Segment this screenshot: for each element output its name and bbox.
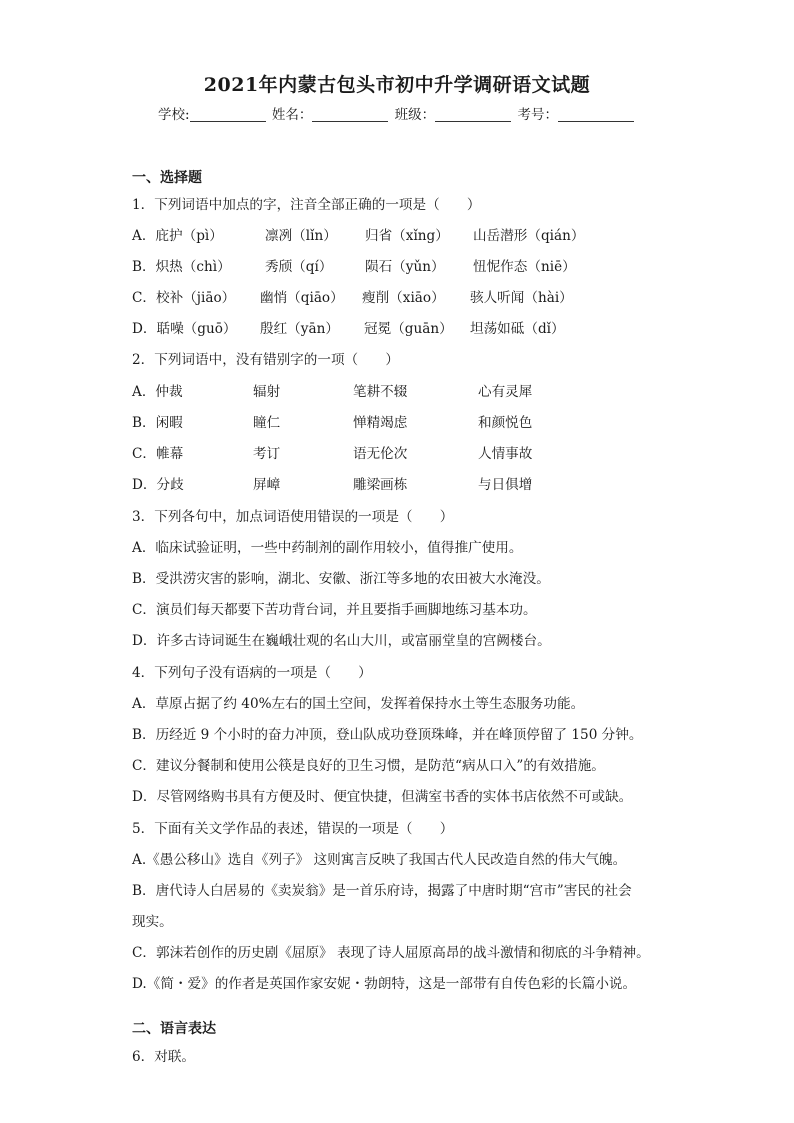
school-label: 学校: xyxy=(158,107,190,123)
option-cell: 坦荡如砥（dǐ） xyxy=(470,321,565,337)
question-4-option-d: D．尽管网络购书具有方便及时、便宜快捷，但满室书香的实体书店依然不可或缺。 xyxy=(132,789,633,805)
option-cell: 幽悄（qiāo） xyxy=(260,290,344,306)
option-cell: 山岳潜形（qián） xyxy=(473,228,585,244)
section-heading-choice: 一、选择题 xyxy=(132,170,202,186)
option-cell: 陨石（yǔn） xyxy=(365,259,445,275)
option-cell: 辐射 xyxy=(253,384,281,400)
class-label: 班级： xyxy=(394,107,436,123)
question-4-stem: 4．下列句子没有语病的一项是（ ） xyxy=(132,665,372,681)
option-cell: B．炽热（chì） xyxy=(132,259,231,275)
option-cell: 凛冽（lǐn） xyxy=(265,228,337,244)
school-blank[interactable] xyxy=(190,107,266,122)
section-heading-language: 二、语言表达 xyxy=(132,1021,216,1037)
option-cell: 人情事故 xyxy=(478,446,533,462)
question-6-stem: 6．对联。 xyxy=(132,1049,196,1065)
option-cell: 瞳仁 xyxy=(253,415,281,431)
question-3-option-a: A．临床试验证明，一些中药制剂的副作用较小，值得推广使用。 xyxy=(132,540,523,556)
question-3-option-b: B．受洪涝灾害的影响，湖北、安徽、浙江等多地的农田被大水淹没。 xyxy=(132,571,550,587)
option-cell: 殷红（yān） xyxy=(260,321,339,337)
question-3-option-d: D．许多古诗词诞生在巍峨壮观的名山大川，或富丽堂皇的宫阙楼台。 xyxy=(132,633,551,649)
option-cell: 雕梁画栋 xyxy=(353,477,408,493)
class-blank[interactable] xyxy=(435,107,511,122)
option-cell: 笔耕不辍 xyxy=(353,384,408,400)
option-cell: D．聒噪（guō） xyxy=(132,321,237,337)
student-info-row xyxy=(0,103,794,123)
option-cell: 忸怩作态（niē） xyxy=(473,259,576,275)
option-cell: A．仲裁 xyxy=(132,384,183,400)
question-4-option-c: C．建议分餐制和使用公筷是良好的卫生习惯，是防范“病从口入”的有效措施。 xyxy=(132,758,605,774)
option-cell: D．分歧 xyxy=(132,477,184,493)
option-cell: A．庇护（pì） xyxy=(132,228,223,244)
question-5-option-b-continued: 现实。 xyxy=(132,914,173,930)
option-cell: C．帷幕 xyxy=(132,446,184,462)
option-cell: 和颜悦色 xyxy=(478,415,533,431)
name-blank[interactable] xyxy=(312,107,388,122)
option-cell: C．校补（jiāo） xyxy=(132,290,236,306)
name-label: 姓名： xyxy=(271,107,313,123)
question-1-stem: 1．下列词语中加点的字，注音全部正确的一项是（ ） xyxy=(132,197,481,213)
question-5-stem: 5．下面有关文学作品的表述，错误的一项是（ ） xyxy=(132,821,454,837)
exam-title: 2021年内蒙古包头市初中升学调研语文试题 xyxy=(203,74,591,96)
question-3-option-c: C．演员们每天都要下苦功背台词，并且要指手画脚地练习基本功。 xyxy=(132,602,537,618)
number-blank[interactable] xyxy=(558,107,634,122)
question-5-option-c: C．郭沫若创作的历史剧《屈原》 表现了诗人屈原高昂的战斗激情和彻底的斗争精神。 xyxy=(132,945,650,961)
option-cell: 骇人听闻（hài） xyxy=(470,290,573,306)
number-label: 考号： xyxy=(517,107,558,123)
question-5-option-d: D.《简・爱》的作者是英国作家安妮・勃朗特，这是一部带有自传色彩的长篇小说。 xyxy=(132,976,637,992)
question-5-option-b: B．唐代诗人白居易的《卖炭翁》是一首乐府诗，揭露了中唐时期“宫市”害民的社会 xyxy=(132,883,632,899)
option-cell: 惮精竭虑 xyxy=(353,415,408,431)
option-cell: 秀颀（qí） xyxy=(265,259,333,275)
option-cell: 屏嶂 xyxy=(253,477,281,493)
question-3-stem: 3．下列各句中，加点词语使用错误的一项是（ ） xyxy=(132,509,454,525)
question-4-option-b: B．历经近 9 个小时的奋力冲顶，登山队成功登顶珠峰，并在峰顶停留了 150 分钟。 xyxy=(132,727,643,743)
question-5-option-a: A.《愚公移山》选自《列子》 这则寓言反映了我国古代人民改造自然的伟大气魄。 xyxy=(132,852,627,868)
option-cell: 心有灵犀 xyxy=(478,384,533,400)
question-4-option-a: A．草原占据了约 40%左右的国土空间，发挥着保持水土等生态服务功能。 xyxy=(132,696,585,712)
option-cell: 考订 xyxy=(253,446,281,462)
option-cell: 与日俱增 xyxy=(478,477,533,493)
option-cell: 瘦削（xiāo） xyxy=(362,290,445,306)
option-cell: 语无伦次 xyxy=(353,446,408,462)
option-cell: 冠冕（guān） xyxy=(364,321,453,337)
question-2-stem: 2．下列词语中，没有错别字的一项（ ） xyxy=(132,352,399,368)
option-cell: 归省（xǐng） xyxy=(365,228,449,244)
option-cell: B．闲暇 xyxy=(132,415,183,431)
